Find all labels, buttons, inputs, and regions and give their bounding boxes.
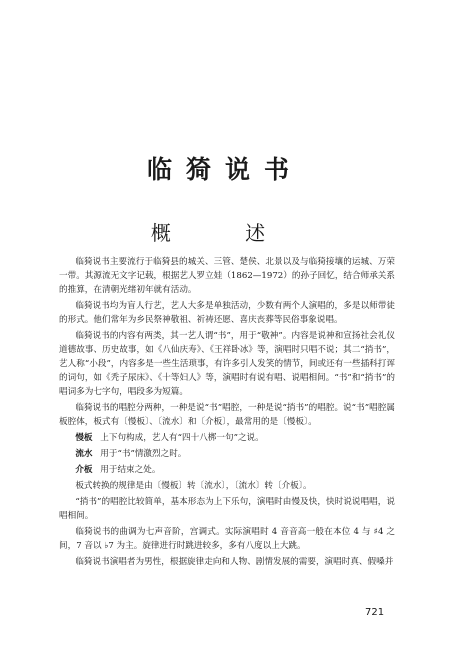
term-label: 流水 xyxy=(75,449,93,459)
body-text xyxy=(59,255,395,571)
paragraph: 临猗说书的内容有两类，其一艺人谓“书”，用于“敬神”。内容是说神和宣扬社会礼仪道德故事、历史故事，如《八仙庆寿》、《王祥卧冰》等，演唱时只唱不说；其二“捎书”，艺人称“小段”，内容多是一些生活琐事，有许多引人发笑的情节，间或还有一些插科打诨的词句，如《秃子尿床》、《十等妇人》等，演唱时有说有唱、说唱相间。“书”和“捎书”的唱词多为七字句，唱段多为短篇。 xyxy=(59,331,395,397)
page-title: 临猗说书 xyxy=(146,155,303,184)
paragraph: 临猗说书主要流行于临猗县的城关、三管、楚侯、北景以及与临猗接壤的运城、万荣一带。其源流无文字记载，根据艺人罗立娃（1862—1972）的孙子回忆，结合师承关系的推算，在清朝光绪初年就有活动。 xyxy=(59,257,395,295)
paragraph: 临猗说书的曲调为七声音阶，宫调式。实际演唱时 4 音音高一般在本位 4 与 ♯4 之间，7 音以 ♭7 为主。旋律进行时跳进较多，多有八度以上大跳。 xyxy=(59,527,395,551)
term-description: 用于“书”情激烈之时。 xyxy=(100,449,187,459)
term-label: 介板 xyxy=(75,465,93,475)
paragraph: 板式转换的规律是由〔慢板〕转〔流水〕，〔流水〕转〔介板〕。 xyxy=(75,481,312,491)
term-label: 慢板 xyxy=(75,433,93,443)
term-description: 上下句构成，艺人有“四十八梆一句”之说。 xyxy=(100,433,264,443)
page-number: 721 xyxy=(365,607,385,618)
paragraph: 临猗说书演唱者为男性，根据旋律走向和人物、剧情发展的需要，演唱时真、假嗓并 xyxy=(75,557,394,567)
paragraph: 临猗说书的唱腔分两种，一种是说“书”唱腔，一种是说“捎书”的唱腔。说“书”唱腔属板腔体，板式有〔慢板〕、〔流水〕和〔介板〕，最常用的是〔慢板〕。 xyxy=(59,403,395,427)
term-entry xyxy=(59,431,395,445)
paragraph: “捎书”的唱腔比较简单，基本形态为上下乐句，演唱时由慢及快，快时说说唱唱，说唱相间。 xyxy=(59,497,395,521)
term-entry xyxy=(59,447,395,461)
term-entry xyxy=(59,463,395,477)
term-description: 用于结束之处。 xyxy=(100,465,161,475)
section-heading: 概 述 xyxy=(150,221,300,245)
paragraph: 临猗说书均为盲人行艺，艺人大多是单独活动，少数有两个人演唱的，多是以师带徒的形式。他们常年为乡民祭神敬祖、祈祷还愿、喜庆丧葬等民俗事象说唱。 xyxy=(59,301,395,325)
